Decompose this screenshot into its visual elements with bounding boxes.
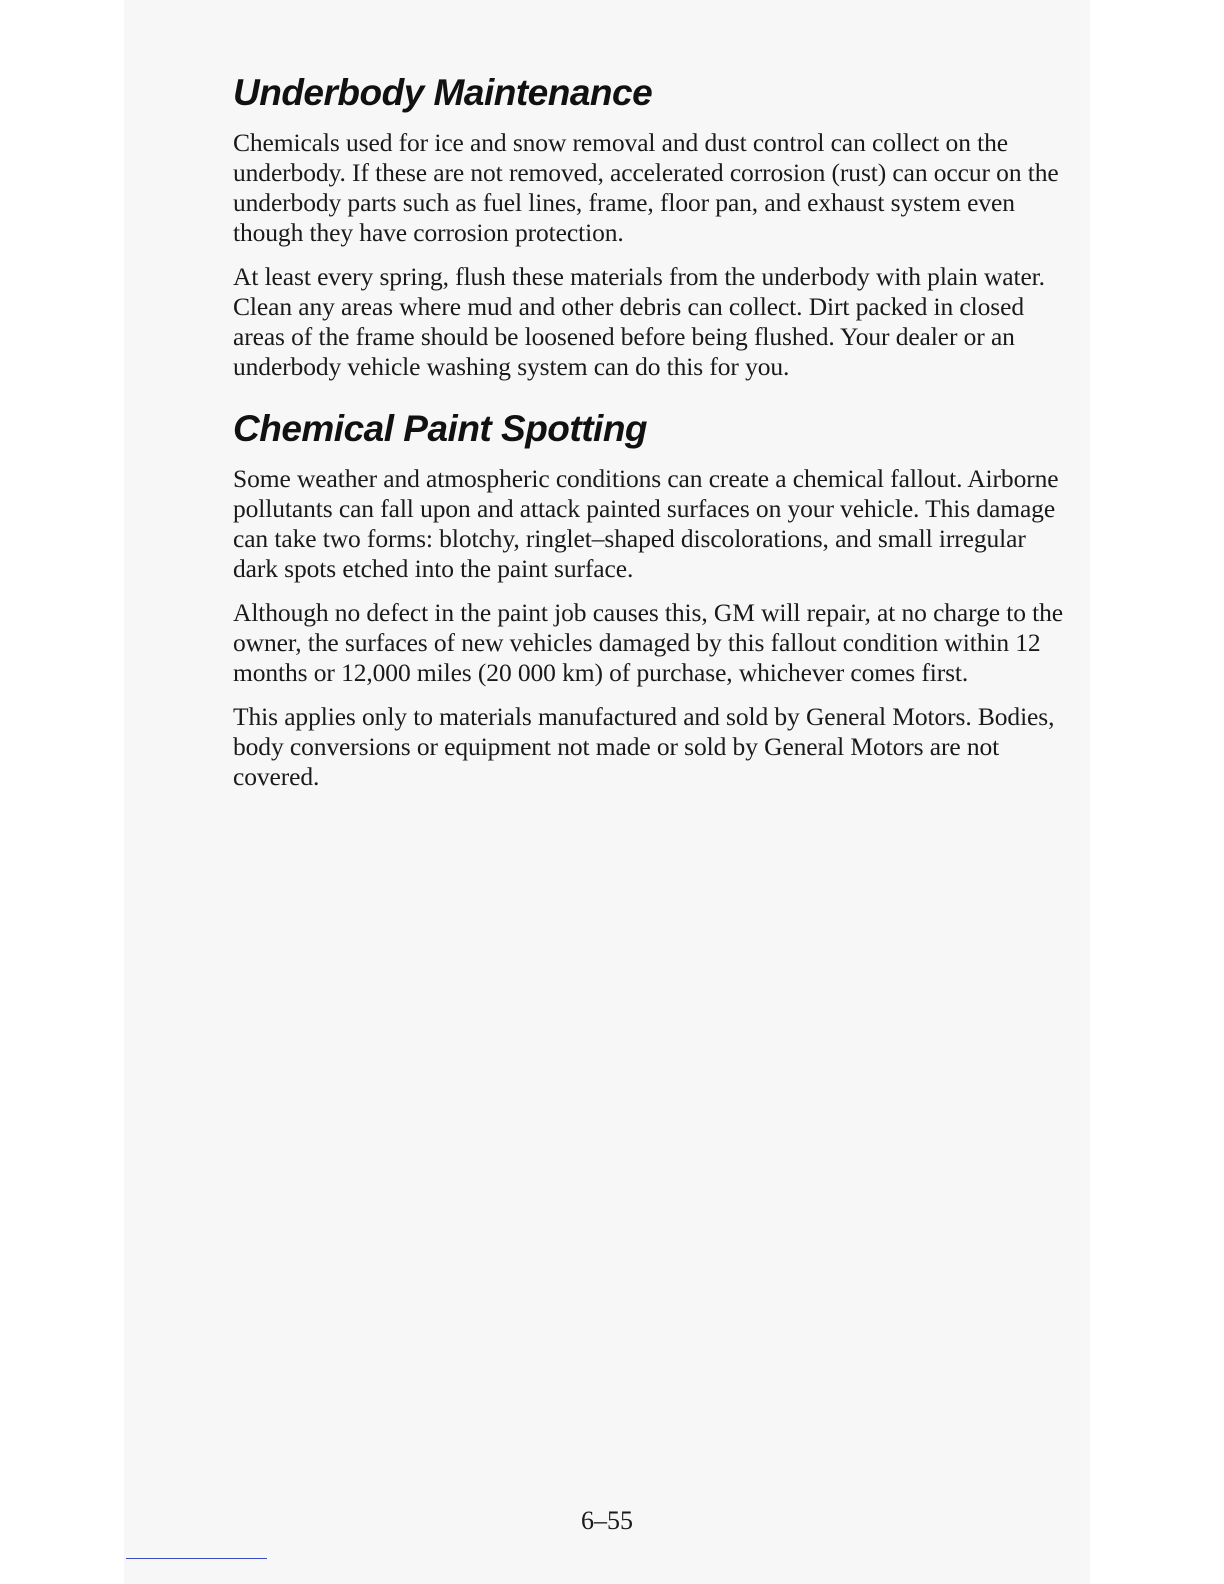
page-content [233, 68, 1073, 806]
heading-underbody-maintenance: Underbody Maintenance [233, 72, 653, 113]
page-number: 6–55 [581, 1506, 633, 1535]
document-page [124, 0, 1090, 1584]
paragraph-underbody-1: Chemicals used for ice and snow removal and dust control can collect on the underbody. If these are not removed, accelerated corrosion (rust) can occur on the underbody parts such as fuel lines, frame, floor pan, and exhaust system even though they have corrosion protection. [233, 128, 1059, 247]
paragraph-paint-1: Some weather and atmospheric conditions can create a chemical fallout. Airborne pollutants can fall upon and attack painted surfaces on your vehicle. This damage can take two forms: blotchy, ringlet–shaped discolorations, and small irregular dark spots etched into the paint surface. [233, 464, 1059, 583]
heading-chemical-paint-spotting: Chemical Paint Spotting [233, 408, 648, 449]
paragraph-underbody-2: At least every spring, flush these materials from the underbody with plain water. Clean any areas where mud and other debris can collect. Dirt packed in closed areas of the frame should be loosened before being flushed. Your dealer or an underbody vehicle washing system can do this for you. [233, 262, 1045, 381]
paragraph-paint-2: Although no defect in the paint job causes this, GM will repair, at no charge to the owner, the surfaces of new vehicles damaged by this fallout condition within 12 months or 12,000 miles (20 000 km) of purchase, whichever comes first. [233, 598, 1063, 687]
paragraph-paint-3: This applies only to materials manufactured and sold by General Motors. Bodies, body conversions or equipment not made or sold by General Motors are not covered. [233, 702, 1055, 791]
footer-divider [126, 1558, 267, 1559]
